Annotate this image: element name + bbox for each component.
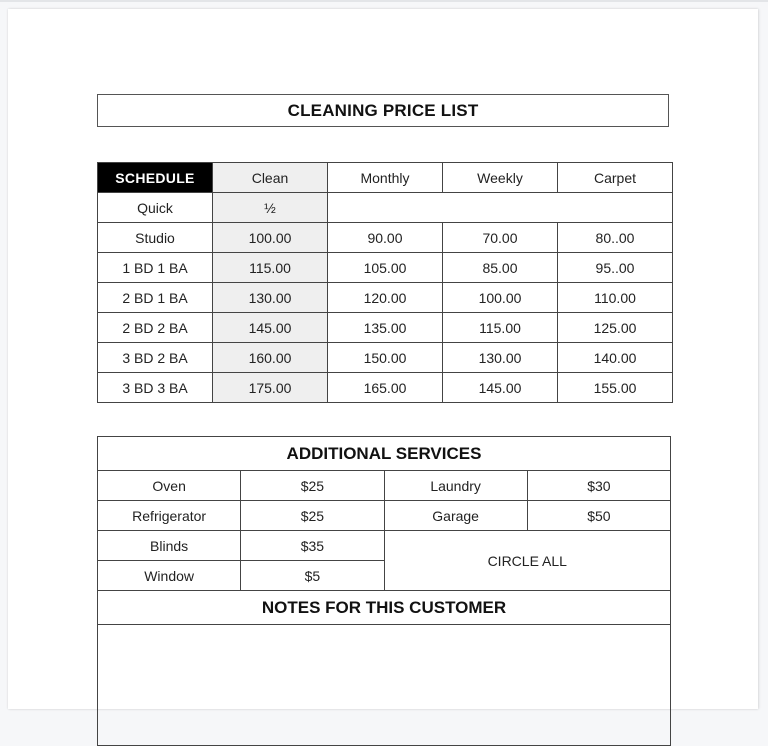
price-table: [97, 162, 673, 403]
service-name: Oven: [98, 471, 241, 501]
weekly-price: 85.00: [443, 253, 558, 283]
service-name: Blinds: [98, 531, 241, 561]
service-row: [98, 471, 671, 501]
notes-area[interactable]: [98, 625, 671, 746]
monthly-price: 120.00: [328, 283, 443, 313]
table-row: [98, 343, 673, 373]
weekly-price: 145.00: [443, 373, 558, 403]
header-monthly: Monthly: [328, 163, 443, 193]
carpet-price: 80..00: [558, 223, 673, 253]
carpet-price: 155.00: [558, 373, 673, 403]
clean-price: 175.00: [213, 373, 328, 403]
row-label: 2 BD 1 BA: [98, 283, 213, 313]
clean-price: 130.00: [213, 283, 328, 313]
row-label: 3 BD 2 BA: [98, 343, 213, 373]
clean-price: 100.00: [213, 223, 328, 253]
notes-title-row: [98, 591, 671, 625]
clean-price: 160.00: [213, 343, 328, 373]
quick-empty-cell: [328, 193, 673, 223]
table-row: [98, 373, 673, 403]
row-label: Studio: [98, 223, 213, 253]
table-row: [98, 223, 673, 253]
row-label: Quick: [98, 193, 213, 223]
price-table-header-row: [98, 163, 673, 193]
carpet-price: 140.00: [558, 343, 673, 373]
row-label: 2 BD 2 BA: [98, 313, 213, 343]
row-label: 3 BD 3 BA: [98, 373, 213, 403]
services-title-row: [98, 437, 671, 471]
circle-all-instruction: CIRCLE ALL: [384, 531, 671, 591]
additional-services-table: [97, 436, 671, 746]
weekly-price: 70.00: [443, 223, 558, 253]
table-row: [98, 253, 673, 283]
viewer-top-edge: [0, 0, 768, 2]
clean-price: 145.00: [213, 313, 328, 343]
service-price: $5: [241, 561, 384, 591]
service-name: Refrigerator: [98, 501, 241, 531]
table-row-quick: [98, 193, 673, 223]
additional-services-title: ADDITIONAL SERVICES: [98, 437, 671, 471]
table-row: [98, 283, 673, 313]
notes-row: [98, 625, 671, 746]
monthly-price: 90.00: [328, 223, 443, 253]
service-name: Window: [98, 561, 241, 591]
table-row: [98, 313, 673, 343]
service-name: Laundry: [384, 471, 527, 501]
notes-title: NOTES FOR THIS CUSTOMER: [98, 591, 671, 625]
weekly-price: 130.00: [443, 343, 558, 373]
header-clean: Clean: [213, 163, 328, 193]
document-page: [8, 9, 758, 709]
weekly-price: 115.00: [443, 313, 558, 343]
service-name: Garage: [384, 501, 527, 531]
header-weekly: Weekly: [443, 163, 558, 193]
weekly-price: 100.00: [443, 283, 558, 313]
clean-price: ½: [213, 193, 328, 223]
service-price: $25: [241, 471, 384, 501]
service-price: $35: [241, 531, 384, 561]
carpet-price: 95..00: [558, 253, 673, 283]
monthly-price: 150.00: [328, 343, 443, 373]
clean-price: 115.00: [213, 253, 328, 283]
service-row: [98, 531, 671, 561]
document-title: CLEANING PRICE LIST: [97, 94, 669, 127]
service-price: $25: [241, 501, 384, 531]
service-price: $30: [527, 471, 670, 501]
service-price: $50: [527, 501, 670, 531]
service-row: [98, 501, 671, 531]
row-label: 1 BD 1 BA: [98, 253, 213, 283]
monthly-price: 165.00: [328, 373, 443, 403]
carpet-price: 125.00: [558, 313, 673, 343]
monthly-price: 105.00: [328, 253, 443, 283]
header-carpet: Carpet: [558, 163, 673, 193]
carpet-price: 110.00: [558, 283, 673, 313]
monthly-price: 135.00: [328, 313, 443, 343]
header-schedule: SCHEDULE: [98, 163, 213, 193]
